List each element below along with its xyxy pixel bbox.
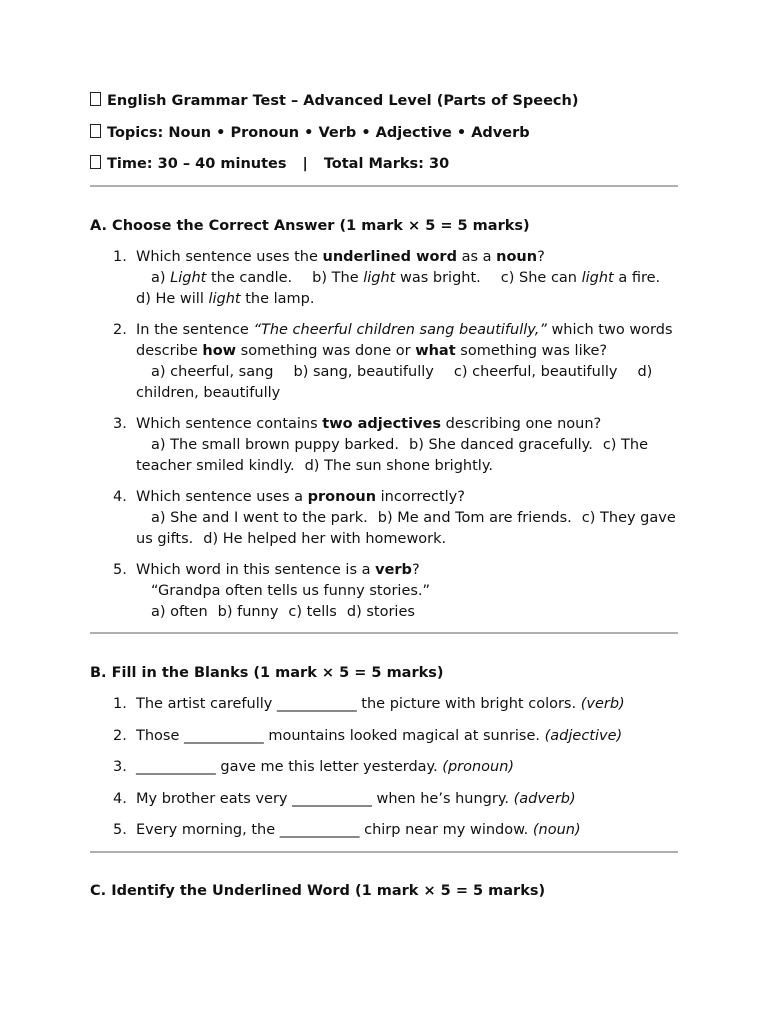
question-number: 4. [113, 489, 127, 505]
item-text: The artist carefully ___________ the picture with bright colors. [136, 696, 581, 712]
fill-item [113, 789, 681, 810]
question-stem: In the sentence “The cheerful children sang beautifully,” which two words describe how something was done or what something was like? [136, 322, 673, 359]
section-c-title: C. Identify the Underlined Word (1 mark × 5 = 5 marks) [90, 883, 546, 899]
divider [90, 851, 678, 853]
question-stem: Which sentence uses a pronoun incorrectly? [136, 489, 465, 505]
item-number: 3. [113, 759, 127, 775]
section-b-items [113, 694, 681, 841]
divider [90, 185, 678, 187]
question-options: a) often b) funny c) tells d) stories [151, 604, 415, 620]
question-1 [113, 247, 681, 310]
question-stem: Which sentence contains two adjectives describing one noun? [136, 416, 602, 432]
fill-item [113, 726, 681, 747]
item-text: Every morning, the ___________ chirp near my window. [136, 822, 533, 838]
item-hint: (noun) [532, 822, 581, 838]
item-hint: (adjective) [544, 727, 623, 744]
item-text: Those ___________ mountains looked magical at sunrise. [136, 727, 545, 744]
item-hint: (pronoun) [442, 759, 515, 775]
time-marks-line [90, 154, 449, 175]
divider [90, 632, 678, 634]
question-5 [113, 560, 681, 623]
item-number: 1. [113, 696, 127, 712]
question-stem: Which word in this sentence is a verb? [136, 562, 420, 578]
missing-glyph-icon [90, 155, 101, 169]
question-options: a) Light the candle. b) The light was bright. c) She can light a fire.d) He will light the lamp. [136, 270, 661, 307]
separator: | [302, 156, 308, 172]
missing-glyph-icon [90, 92, 101, 106]
item-number: 4. [113, 790, 127, 807]
test-title-line [90, 91, 578, 112]
question-stem: Which sentence uses the underlined word as a noun? [136, 249, 545, 265]
question-options: a) cheerful, sang b) sang, beautifully c) cheerful, beautifully d) children, beautifully [136, 364, 653, 401]
section-a-title: A. Choose the Correct Answer (1 mark × 5 = 5 marks) [90, 218, 530, 234]
item-number: 2. [113, 727, 127, 744]
item-hint: (verb) [580, 696, 625, 712]
total-marks: Total Marks: 30 [323, 156, 450, 172]
question-number: 1. [113, 249, 127, 265]
fill-item [113, 694, 681, 715]
test-title: English Grammar Test – Advanced Level (Parts of Speech) [107, 93, 579, 109]
missing-glyph-icon [90, 124, 101, 138]
fill-item [113, 757, 681, 778]
topics-text: Topics: Noun • Pronoun • Verb • Adjective • Adverb [107, 125, 530, 141]
item-hint: (adverb) [513, 790, 576, 807]
question-3 [113, 414, 681, 477]
question-4 [113, 487, 681, 550]
question-options: a) She and I went to the park. b) Me and Tom are friends. c) They gave us gifts. d) He helped her with homework. [136, 510, 676, 547]
item-text: My brother eats very ___________ when he’s hungry. [136, 790, 514, 807]
question-quote: “Grandpa often tells us funny stories.” [151, 583, 431, 599]
section-b-title: B. Fill in the Blanks (1 mark × 5 = 5 marks) [90, 665, 444, 681]
fill-item [113, 820, 681, 841]
question-number: 2. [113, 322, 127, 338]
item-text: ___________ gave me this letter yesterday. [136, 759, 443, 775]
time-text: Time: 30 – 40 minutes [107, 156, 287, 172]
question-number: 3. [113, 416, 127, 432]
question-number: 5. [113, 562, 127, 578]
item-number: 5. [113, 822, 127, 838]
section-a-questions [113, 247, 681, 623]
question-options: a) The small brown puppy barked. b) She danced gracefully. c) The teacher smiled kindly. d) The sun shone brightly. [136, 437, 649, 474]
topics-line [90, 123, 530, 144]
question-2 [113, 320, 681, 404]
